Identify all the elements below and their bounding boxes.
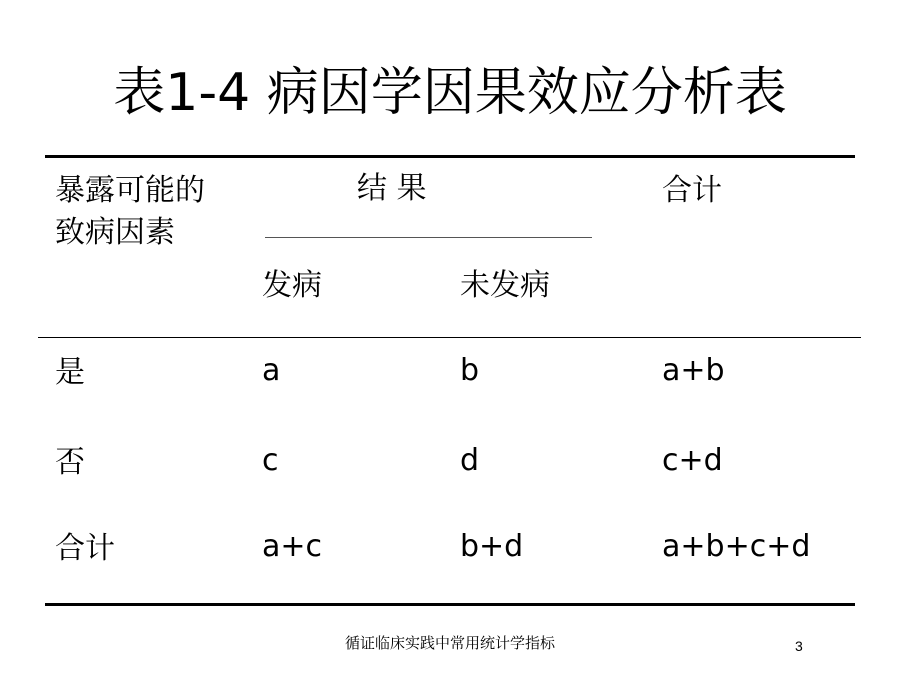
page-number: 3: [795, 638, 803, 654]
table-bottom-rule: [45, 603, 855, 606]
cell-grand-total: a+b+c+d: [662, 529, 811, 564]
slide-footer: 循证临床实践中常用统计学指标: [344, 634, 555, 652]
cell-a-plus-c: a+c: [262, 529, 323, 564]
cell-a: a: [262, 353, 281, 388]
row-label-yes: 是: [55, 355, 85, 390]
outcome-column-not-diseased: 未发病: [460, 268, 550, 303]
exposure-header: [55, 170, 205, 254]
cell-a-plus-b: a+b: [662, 353, 725, 388]
exposure-header-line1: 暴露可能的: [55, 173, 205, 208]
row-label-no: 否: [55, 445, 85, 480]
cell-b: b: [460, 353, 480, 388]
table-top-rule: [45, 155, 855, 158]
cell-d: d: [460, 443, 480, 478]
total-header: 合计: [662, 173, 722, 208]
table-header-rule: [38, 337, 861, 338]
cell-c: c: [262, 443, 279, 478]
exposure-header-line2: 致病因素: [55, 215, 175, 250]
cell-c-plus-d: c+d: [662, 443, 723, 478]
outcome-header: 结 果: [357, 171, 427, 206]
outcome-column-diseased: 发病: [262, 268, 322, 303]
cell-b-plus-d: b+d: [460, 529, 524, 564]
outcome-underline: [265, 237, 592, 238]
row-label-total: 合计: [55, 531, 115, 566]
slide-title: 表1-4 病因学因果效应分析表: [113, 63, 787, 123]
